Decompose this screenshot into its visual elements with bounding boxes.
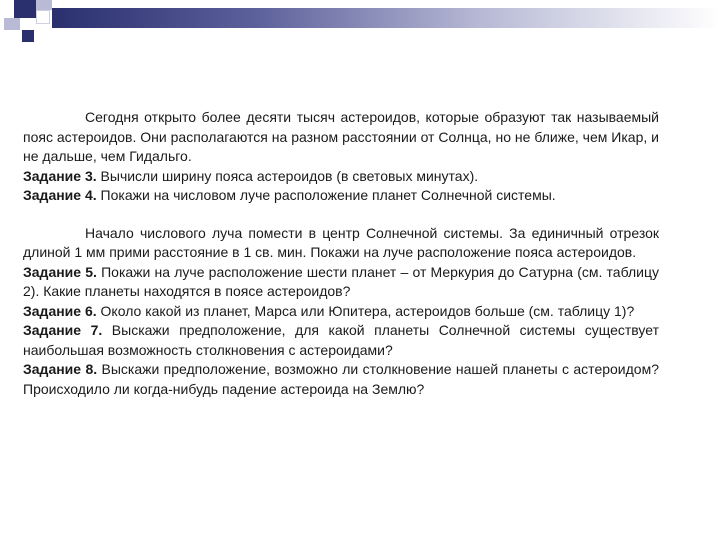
task-text: Вычисли ширину пояса астероидов (в световых минутах). [96,167,479,184]
task-text: Выскажи предположение, возможно ли столкновение нашей планеты с астероидом? Происходило ли когда-нибудь падение астероида на Землю? [23,361,659,397]
task-item [23,167,659,187]
task-label: Задание 7. [23,322,103,338]
task-item [23,302,659,322]
task-item [23,263,659,302]
task-item [23,321,659,360]
task-text: Выскажи предположение, для какой планеты Солнечной системы существует наибольшая возможность столкновения с астероидами? [23,322,659,358]
slide-content [23,108,659,399]
task-text: Покажи на числовом луче расположение планет Солнечной системы. [96,187,556,203]
decor-square-white [36,10,50,24]
task-label: Задание 4. [23,187,97,203]
task-label: Задание 5. [23,263,97,280]
decor-square-lavender [36,0,52,10]
task-item [23,186,659,206]
decor-square-light [4,18,20,30]
decor-square-navy-large [14,0,36,18]
instruction-paragraph: Начало числового луча помести в центр Солнечной системы. За единичный отрезок длиной 1 мм прими расстояние в 1 св. мин. Покажи на луче расположение пояса астероидов. [23,224,659,260]
header-gradient-band [52,8,720,28]
task-label: Задание 6. [23,302,97,319]
intro-paragraph: Сегодня открыто более десяти тысяч астероидов, которые образуют так называемый пояс астероидов. Они располагаются на разном расстоянии от Солнца, но не ближе, чем Икар, и не дальше, чем Гидальго. [23,109,659,164]
task-label: Задание 3. [23,167,97,184]
decor-square-navy-small [22,30,34,42]
task-text: Около какой из планет, Марса или Юпитера, астероидов больше (см. таблицу 1)? [96,302,635,319]
task-item [23,360,659,399]
task-label: Задание 8. [23,361,98,377]
task-text: Покажи на луче расположение шести планет – от Меркурия до Сатурна (см. таблицу 2). Какие планеты находятся в поясе астероидов? [23,263,659,299]
